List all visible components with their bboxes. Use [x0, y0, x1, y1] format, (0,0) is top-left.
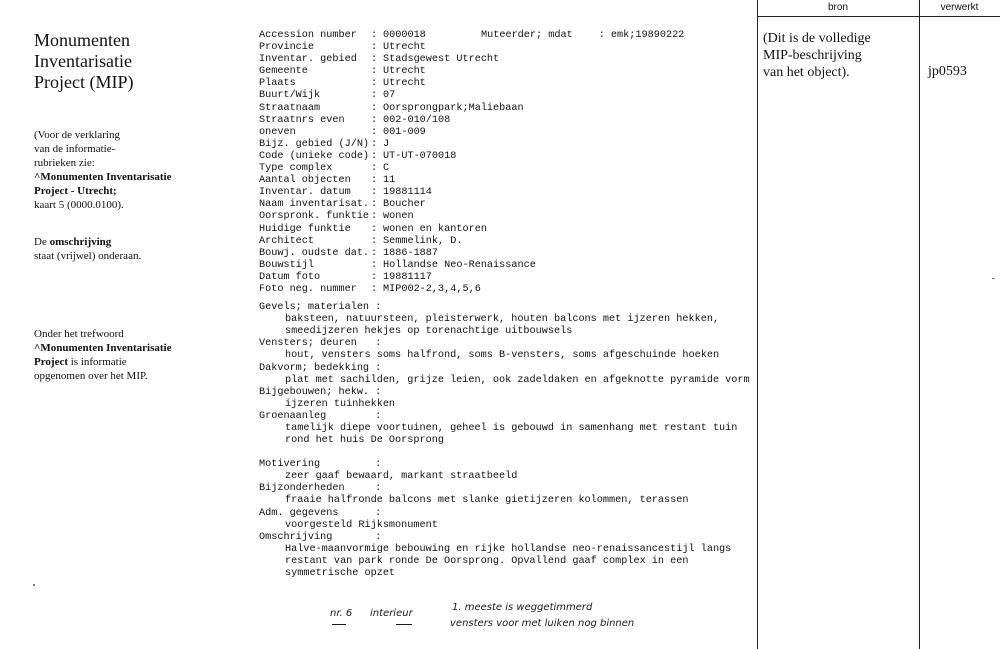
field-colon: : [371, 126, 378, 138]
field-value: 19881117 [383, 271, 432, 283]
field-value: Utrecht [383, 42, 426, 54]
field-row [259, 284, 759, 296]
field-value: 1886-1887 [383, 247, 439, 259]
description-section [259, 459, 759, 483]
field-key: Accession number [259, 30, 357, 41]
section-body: tamelijk diepe voortuinen, geheel is gebouwd in samenhang met restant tuin rond het huis De Oorsprong [285, 423, 738, 447]
field-key: Bouwstijl [259, 259, 315, 271]
field-row [259, 103, 759, 115]
field-colon: : [371, 54, 378, 66]
field-value: Boucher [383, 199, 426, 211]
field-value: Hollandse Neo-Renaissance [383, 259, 536, 271]
field-colon: : [371, 138, 378, 150]
field-colon: : [371, 114, 378, 126]
field-value: 001-009 [383, 126, 426, 138]
note-bold: omschrijving [49, 236, 112, 248]
mip-title-line: Project (MIP) [34, 72, 134, 92]
field-list [259, 30, 759, 296]
field-key: Huidige funktie [259, 223, 351, 235]
mutation-info [481, 30, 684, 42]
field-colon: : [371, 223, 378, 235]
section-body: baksteen, natuursteen, pleisterwerk, houten balcons met ijzeren hekken, smeedijzeren hekjes op torenachtige uitbouwsels [285, 314, 720, 338]
field-row [259, 151, 759, 163]
section-heading: Bijzonderheden : [259, 483, 382, 495]
field-key: Straatnrs even [259, 114, 345, 126]
note-bold: ^Monumenten Inventarisatie [34, 342, 172, 354]
field-row [259, 42, 759, 54]
mip-title [34, 30, 234, 93]
handwriting-b: interieur [370, 608, 413, 619]
description-section [259, 508, 759, 532]
left-column [34, 30, 234, 93]
keyword-note [34, 327, 234, 383]
field-key: Straatnaam [259, 102, 321, 114]
section-body: hout, vensters soms halfrond, soms B-vensters, soms afgeschuinde hoeken [285, 350, 720, 362]
section-heading: Motivering : [259, 459, 382, 471]
note-line: van de informatie- [34, 143, 116, 155]
field-colon: : [371, 235, 378, 247]
mip-title-line: Monumenten [34, 30, 130, 50]
field-colon: : [371, 78, 378, 90]
description-note [34, 235, 234, 263]
handwriting-d: vensters voor met luiken nog binnen [450, 618, 635, 629]
section-heading: Vensters; deuren : [259, 338, 382, 350]
field-key: Buurt/Wijk [259, 90, 321, 102]
mutation-value: : emk;19890222 [598, 30, 685, 41]
description-section [259, 387, 759, 411]
mip-title-line: Inventarisatie [34, 51, 132, 71]
field-colon: : [371, 187, 378, 199]
field-key: Foto neg. nummer [259, 283, 357, 295]
field-row [259, 115, 759, 127]
note-line: Onder het trefwoord [34, 328, 124, 340]
handwriting-a: nr. 6 [330, 608, 353, 619]
field-key: Architect [259, 235, 315, 247]
header-rule [757, 16, 1000, 17]
section-body: voorgesteld Rijksmonument [285, 519, 438, 531]
field-colon: : [371, 102, 378, 114]
field-key: Inventar. gebied [259, 54, 357, 66]
handwriting-underline [396, 624, 412, 625]
field-value: UT-UT-070018 [383, 150, 457, 162]
field-value: 002-010/108 [383, 114, 451, 126]
field-key: Provincie [259, 42, 315, 54]
field-value: J [383, 138, 390, 150]
field-colon: : [371, 30, 378, 41]
section-body: Halve-maanvormige bebouwing en rijke hollandse neo-renaissancestijl langs restant van park ronde De Oorsprong. Opvallend gaaf complex in een symmetrische opzet [285, 543, 732, 580]
bron-line: (Dit is de volledige [763, 31, 871, 46]
field-colon: : [371, 150, 378, 162]
note-line: staat (vrijwel) onderaan. [34, 250, 142, 262]
note-text: De [34, 236, 50, 248]
field-row [259, 66, 759, 78]
field-key: Type complex [259, 163, 333, 175]
handwritten-notes [326, 600, 746, 640]
field-row [259, 260, 759, 272]
description-section [259, 532, 759, 580]
section-body: plat met sachilden, grijze leien, ook zadeldaken en afgeknotte pyramide vorm [285, 374, 750, 386]
field-key: Aantal objecten [259, 175, 351, 187]
verwerkt-code: jp0593 [928, 64, 967, 79]
field-colon: : [371, 199, 378, 211]
section-body: zeer gaaf bewaard, markant straatbeeld [285, 471, 518, 483]
section-list [259, 302, 759, 580]
column-divider [757, 0, 758, 649]
field-row [259, 224, 759, 236]
field-key: Naam inventarisat. [259, 199, 370, 211]
field-row [259, 175, 759, 187]
field-colon: : [371, 259, 378, 271]
section-heading: Bijgebouwen; hekw. : [259, 386, 382, 398]
description-section [259, 483, 759, 507]
mutation-label: Muteerder; mdat [481, 30, 573, 41]
bron-header: bron [827, 2, 848, 13]
field-value: Utrecht [383, 66, 426, 78]
field-colon: : [371, 163, 378, 175]
field-value: 11 [383, 175, 396, 187]
field-key: Gemeente [259, 66, 308, 78]
field-row [259, 163, 759, 175]
record [259, 30, 759, 580]
section-body: fraaie halfronde balcons met slanke gietijzeren kolommen, terassen [285, 495, 689, 507]
note-line: (Voor de verklaring [34, 129, 120, 141]
note-bold: ^Monumenten Inventarisatie [34, 171, 172, 183]
field-row [259, 236, 759, 248]
handwriting-c: 1. meeste is weggetimmerd [452, 602, 593, 613]
field-row [259, 54, 759, 66]
section-heading: Gevels; materialen : [259, 302, 382, 314]
section-heading: Omschrijving : [259, 531, 382, 543]
note-bold: Project [34, 356, 68, 368]
field-key: Inventar. datum [259, 187, 351, 199]
section-heading: Dakvorm; bedekking : [259, 362, 382, 374]
description-section [259, 411, 759, 447]
field-key: Datum foto [259, 271, 321, 283]
description-section [259, 363, 759, 387]
field-value: Oorsprongpark;Maliebaan [383, 102, 524, 114]
field-key: Oorspronk. funktie [259, 211, 370, 223]
field-value: MIP002-2,3,4,5,6 [383, 283, 481, 295]
field-value: 0000018 [383, 30, 426, 41]
description-section [259, 302, 759, 338]
field-value: Utrecht [383, 78, 426, 90]
section-heading: Groenaanleg : [259, 410, 382, 422]
field-colon: : [371, 211, 378, 223]
field-colon: : [371, 247, 378, 259]
field-row [259, 139, 759, 151]
field-row [259, 127, 759, 139]
field-row [259, 211, 759, 223]
note-line: kaart 5 (0000.0100). [34, 199, 124, 211]
field-colon: : [371, 271, 378, 283]
field-key: oneven [259, 126, 296, 138]
field-key: Bouwj. oudste dat. [259, 247, 370, 259]
column-divider [919, 0, 920, 649]
field-colon: : [371, 66, 378, 78]
bron-text [763, 30, 913, 81]
explanation-note [34, 128, 234, 212]
verwerkt-header: verwerkt [940, 2, 979, 13]
field-value: 19881114 [383, 187, 432, 199]
field-value: Stadsgewest Utrecht [383, 54, 500, 66]
field-row [259, 187, 759, 199]
field-colon: : [371, 42, 378, 54]
note-line: rubrieken zie: [34, 157, 95, 169]
field-value: wonen [383, 211, 414, 223]
handwriting-underline [332, 624, 346, 625]
field-value: Semmelink, D. [383, 235, 463, 247]
field-key: Plaats [259, 78, 296, 90]
field-row [259, 78, 759, 90]
field-row [259, 248, 759, 260]
field-row [259, 272, 759, 284]
section-body: ijzeren tuinhekken [285, 398, 396, 410]
scan-mark [33, 584, 35, 586]
bron-line: MIP-beschrijving [763, 48, 862, 63]
note-line: opgenomen over het MIP. [34, 370, 148, 382]
field-value: wonen en kantoren [383, 223, 487, 235]
section-heading: Adm. gegevens : [259, 507, 382, 519]
field-colon: : [371, 90, 378, 102]
field-key: Bijz. gebied (J/N) [259, 138, 370, 150]
field-key: Code (unieke code) [259, 150, 370, 162]
field-colon: : [371, 283, 378, 295]
description-section [259, 338, 759, 362]
field-row [259, 90, 759, 102]
note-text: is informatie [68, 356, 127, 368]
note-bold: Project - Utrecht; [34, 185, 117, 197]
field-row [259, 199, 759, 211]
field-value: 07 [383, 90, 396, 102]
field-value: C [383, 163, 390, 175]
bron-line: van het object). [763, 65, 850, 80]
field-colon: : [371, 175, 378, 187]
scan-mark [992, 278, 995, 279]
